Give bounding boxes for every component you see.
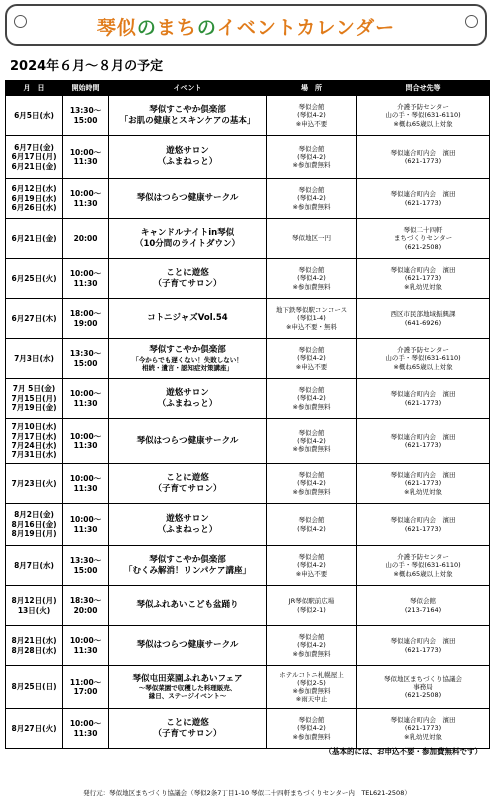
place-line: (琴似4-2) [297, 524, 326, 533]
date-line: 6月25日(火) [11, 273, 57, 283]
event-line: コトニジャズVol.54 [147, 313, 228, 324]
place-line: (琴似4-2) [297, 641, 326, 650]
cell-time [63, 504, 109, 546]
col-date: 月 日 [6, 81, 63, 96]
event-line: 「むくみ解消！リンパケア講座」 [124, 565, 251, 576]
place-line: 琴似会館 [298, 103, 325, 112]
cell-place [267, 504, 357, 546]
time-line: 11:30 [73, 483, 98, 493]
contact-line: (621-1773) [404, 724, 442, 733]
place-line: ※申込不要・無料 [286, 322, 337, 331]
cell-event [109, 504, 267, 546]
event-line: キャンドルナイトin琴似 [140, 227, 235, 238]
cell-date [6, 136, 63, 179]
time-line: 19:00 [73, 318, 98, 328]
cell-time [63, 136, 109, 179]
time-line: 10:00～ [69, 636, 102, 646]
event-line: 「お肌の健康とスキンケアの基本」 [119, 115, 256, 126]
cell-date [6, 96, 63, 136]
schedule-period: 2024年６月～８月の予定 [10, 59, 164, 74]
cell-place [267, 219, 357, 259]
cell-event [109, 666, 267, 709]
event-line: 遊悠サロン [166, 146, 209, 157]
date-line: 7月10日(水) [11, 422, 57, 432]
cell-date [6, 179, 63, 219]
cell-contact [357, 96, 490, 136]
cell-date [6, 546, 63, 586]
contact-line: (641-6926) [404, 318, 442, 327]
time-line: 11:30 [73, 524, 98, 534]
event-line: （ふまねっと） [157, 398, 218, 409]
time-line: 15:00 [73, 358, 98, 368]
contact-line: 山の手・琴似(631-6110) [385, 354, 461, 363]
cell-date [6, 219, 63, 259]
event-line: 「今からでも遅くない！失敗しない！ [132, 355, 243, 364]
place-line: ※参加費無料 [292, 649, 331, 658]
event-line: 琴似すこやか倶楽部 [149, 554, 226, 565]
date-line: 7月3日(水) [14, 353, 54, 363]
place-line: ※参加費無料 [292, 445, 331, 454]
contact-line: 西区市民部地域振興課 [390, 310, 456, 319]
table-row [6, 709, 490, 749]
cell-date [6, 666, 63, 709]
cell-event [109, 546, 267, 586]
cell-contact [357, 339, 490, 379]
cell-place [267, 259, 357, 299]
time-line: 10:00～ [69, 147, 102, 157]
place-line: 地下鉄琴似駅コンコース [275, 306, 348, 315]
table-row [6, 379, 490, 419]
place-line: ※申込不要 [295, 119, 328, 128]
place-line: ※参加費無料 [292, 402, 331, 411]
time-line: 13:30～ [69, 349, 102, 359]
cell-place [267, 339, 357, 379]
contact-line: 琴似地区まちづくり協議会 [384, 674, 462, 683]
cell-contact [357, 179, 490, 219]
contact-line: ※乳幼児対象 [404, 732, 442, 741]
event-line: 琴似はつらつ健康サークル [136, 640, 239, 651]
table-row [6, 419, 490, 464]
cell-contact [357, 136, 490, 179]
date-line: 6月19日(水) [11, 193, 57, 203]
cell-date [6, 419, 63, 464]
cell-contact [357, 259, 490, 299]
cell-date [6, 299, 63, 339]
time-line: 17:00 [73, 687, 98, 696]
contact-line: 琴似連合町内会 濱田 [390, 390, 456, 399]
col-place: 場 所 [267, 81, 357, 96]
place-line: (琴似4-2) [297, 194, 326, 203]
time-line: 13:30～ [69, 556, 102, 566]
contact-line: 琴似会館 [410, 597, 436, 606]
place-line: (琴似4-2) [297, 274, 326, 283]
date-line: 7月19日(金) [11, 403, 57, 413]
cell-date [6, 259, 63, 299]
cell-contact [357, 666, 490, 709]
table-row [6, 666, 490, 709]
title-banner [5, 4, 487, 46]
contact-line: 琴似連合町内会 濱田 [390, 432, 456, 441]
cell-time [63, 546, 109, 586]
event-line: 相続・遺言・認知症対策講座」 [142, 363, 233, 372]
time-line: 11:30 [73, 198, 98, 208]
cell-event [109, 136, 267, 179]
cell-contact [357, 709, 490, 749]
event-line: ことに遊悠 [166, 267, 209, 278]
table-row [6, 179, 490, 219]
cell-event [109, 179, 267, 219]
cell-time [63, 464, 109, 504]
date-line: 7月23日(火) [11, 478, 57, 488]
table-row [6, 626, 490, 666]
cell-place [267, 626, 357, 666]
cell-date [6, 379, 63, 419]
place-line: (琴似2-1) [297, 605, 326, 614]
cell-contact [357, 626, 490, 666]
time-line: 11:30 [73, 278, 98, 288]
cell-event [109, 96, 267, 136]
date-line: 6月12日(水) [11, 184, 57, 194]
col-contact: 問合せ先等 [357, 81, 490, 96]
place-line: ※雨天中止 [295, 695, 328, 704]
date-line: 8月27日(火) [11, 723, 57, 733]
event-line: （子育てサロン） [153, 728, 222, 739]
cell-event [109, 339, 267, 379]
place-line: ホテルコトニ札幌屋上 [279, 670, 344, 679]
table-row [6, 136, 490, 179]
contact-line: 琴似連合町内会 濱田 [390, 148, 456, 157]
cell-time [63, 626, 109, 666]
time-line: 20:00 [73, 233, 98, 243]
time-line: 10:00～ [69, 389, 102, 399]
date-line: 8月19日(月) [11, 529, 57, 539]
cell-date [6, 339, 63, 379]
cell-contact [357, 504, 490, 546]
cell-date [6, 586, 63, 626]
contact-line: 事務局 [413, 682, 433, 691]
contact-line: 介護予防センター [397, 103, 449, 112]
time-line: 11:30 [73, 728, 98, 738]
cell-contact [357, 299, 490, 339]
cell-event [109, 709, 267, 749]
contact-line: 琴似連合町内会 濱田 [390, 190, 456, 199]
publisher-footer: 発行元：琴似地区まちづくり協議会（琴似2条7丁目1-10 琴似二十四軒まちづくりセンター内 TEL621-2508） [83, 789, 411, 797]
cell-place [267, 464, 357, 504]
cell-contact [357, 586, 490, 626]
cell-time [63, 259, 109, 299]
event-line: 縁日、ステージイベント～ [148, 692, 227, 701]
event-line: （子育てサロン） [153, 278, 222, 289]
contact-line: (213-7164) [404, 605, 442, 614]
time-line: 10:00～ [69, 515, 102, 525]
time-line: 15:00 [73, 115, 98, 125]
event-line: （ふまねっと） [157, 524, 218, 535]
place-line: 琴似会館 [298, 428, 325, 437]
cell-time [63, 379, 109, 419]
cell-place [267, 546, 357, 586]
contact-line: (621-1773) [404, 398, 442, 407]
place-line: (琴似1-4) [297, 314, 326, 323]
cell-event [109, 259, 267, 299]
contact-line: (621-2508) [404, 242, 442, 251]
date-line: 8月2日(金) [14, 510, 54, 520]
contact-line: 山の手・琴似(631-6110) [385, 561, 461, 570]
cell-time [63, 709, 109, 749]
page-title: 琴似のまちのイベントカレンダー [96, 17, 396, 39]
time-line: 15:00 [73, 565, 98, 575]
place-line: ※参加費無料 [292, 202, 331, 211]
place-line: 琴似会館 [298, 716, 325, 725]
date-line: 8月25日(日) [11, 682, 57, 692]
place-line: ※申込不要 [295, 362, 328, 371]
event-line: ことに遊悠 [166, 717, 209, 728]
event-line: ～琴似菜園で収穫した料理販売、 [138, 684, 237, 693]
place-line: 琴似会館 [298, 186, 325, 195]
cell-date [6, 709, 63, 749]
contact-line: (621-2508) [404, 691, 442, 700]
place-line: 琴似会館 [298, 516, 325, 525]
place-line: 琴似会館 [298, 471, 325, 480]
contact-line: 琴似連合町内会 濱田 [390, 471, 456, 480]
col-event: イベント [109, 81, 267, 96]
table-row [6, 299, 490, 339]
date-line: 6月17日(月) [11, 152, 57, 162]
contact-line: (621-1773) [404, 157, 442, 165]
place-line: (琴似4-2) [297, 394, 326, 403]
place-line: (琴似4-2) [297, 111, 326, 120]
cell-place [267, 136, 357, 179]
time-line: 10:00～ [69, 189, 102, 199]
table-row [6, 219, 490, 259]
time-line: 11:30 [73, 441, 98, 450]
date-line: 8月16日(金) [11, 519, 57, 529]
date-line: 8月21日(水) [11, 636, 57, 646]
event-line: 琴似すこやか倶楽部 [149, 104, 226, 115]
contact-line: ※概ね65歳以上対象 [393, 119, 453, 128]
event-line: 遊悠サロン [166, 513, 209, 524]
contact-line: ※概ね65歳以上対象 [393, 362, 453, 371]
cell-time [63, 339, 109, 379]
event-line: 琴似はつらつ健康サークル [136, 193, 239, 204]
contact-line: まちづくりセンター [393, 234, 453, 243]
contact-line: 介護予防センター [397, 346, 449, 355]
time-line: 11:30 [73, 398, 98, 408]
time-line: 10:00～ [69, 269, 102, 279]
event-line: （子育てサロン） [153, 483, 222, 494]
place-line: 琴似会館 [298, 266, 325, 275]
time-line: 10:00～ [69, 719, 102, 729]
cell-contact [357, 379, 490, 419]
contact-line: ※概ね65歳以上対象 [393, 569, 453, 578]
cell-date [6, 626, 63, 666]
contact-line: (621-1773) [404, 441, 442, 449]
cell-date [6, 504, 63, 546]
cell-event [109, 299, 267, 339]
cell-place [267, 179, 357, 219]
place-line: (琴似4-2) [297, 354, 326, 363]
event-line: 琴似はつらつ健康サークル [136, 435, 239, 446]
contact-line: (621-1773) [404, 645, 442, 654]
contact-line: 琴似連合町内会 濱田 [390, 516, 456, 525]
place-line: (琴似4-2) [297, 436, 326, 445]
event-line: 琴似屯田菜園ふれあいフェア [132, 673, 243, 684]
cell-place [267, 419, 357, 464]
cell-place [267, 666, 357, 709]
cell-contact [357, 419, 490, 464]
place-line: 琴似地区一円 [292, 234, 331, 243]
event-line: 遊悠サロン [166, 387, 209, 398]
place-line: (琴似4-2) [297, 479, 326, 488]
place-line: JR琴似駅前広場 [288, 597, 335, 606]
cell-time [63, 299, 109, 339]
contact-line: ※乳幼児対象 [404, 282, 442, 291]
date-line: 6月21日(金) [11, 233, 57, 243]
date-line: 8月12日(月) [11, 596, 57, 606]
cell-place [267, 586, 357, 626]
time-line: 13:30～ [69, 106, 102, 116]
date-line: 13日(火) [17, 605, 51, 615]
contact-line: (621-1773) [404, 479, 442, 488]
date-line: 6月7日(金) [14, 142, 54, 152]
table-row [6, 504, 490, 546]
place-line: 琴似会館 [298, 633, 325, 642]
cell-event [109, 379, 267, 419]
time-line: 18:30～ [69, 596, 102, 606]
place-line: ※参加費無料 [292, 282, 331, 291]
date-line: 7月24日(水) [11, 441, 57, 450]
table-row [6, 546, 490, 586]
table-row [6, 96, 490, 136]
contact-line: 琴似連合町内会 濱田 [390, 637, 456, 646]
cell-time [63, 419, 109, 464]
time-line: 10:00～ [69, 431, 102, 441]
table-row [6, 586, 490, 626]
date-line: 8月7日(水) [14, 560, 54, 570]
table-header-row [6, 81, 490, 96]
date-line: 6月21日(金) [11, 161, 57, 171]
place-line: (琴似4-2) [297, 561, 326, 570]
table-row [6, 464, 490, 504]
place-line: ※参加費無料 [292, 161, 331, 170]
place-line: 琴似会館 [298, 144, 325, 153]
cell-event [109, 219, 267, 259]
table-row [6, 339, 490, 379]
place-line: 琴似会館 [298, 553, 325, 562]
footnote: （基本的には、お申込不要・参加費無料です） [324, 747, 482, 756]
cell-contact [357, 219, 490, 259]
date-line: 6月27日(木) [11, 313, 57, 323]
cell-contact [357, 464, 490, 504]
cell-place [267, 299, 357, 339]
time-line: 10:00～ [69, 474, 102, 484]
date-line: 7月31日(水) [11, 450, 57, 460]
date-line: 6月26日(水) [11, 203, 57, 213]
cell-event [109, 464, 267, 504]
cell-time [63, 179, 109, 219]
col-time: 開始時間 [63, 81, 109, 96]
cell-date [6, 464, 63, 504]
contact-line: 介護予防センター [397, 553, 449, 562]
contact-line: 山の手・琴似(631-6110) [385, 111, 461, 120]
time-line: 11:30 [73, 157, 98, 166]
cell-time [63, 219, 109, 259]
place-line: ※参加費無料 [292, 732, 331, 741]
place-line: 琴似会館 [298, 346, 325, 355]
event-line: ことに遊悠 [166, 472, 209, 483]
event-line: （ふまねっと） [157, 157, 218, 167]
date-line: 6月5日(水) [14, 110, 54, 120]
place-line: (琴似4-2) [297, 724, 326, 733]
place-line: (琴似2-5) [297, 678, 326, 687]
table-row [6, 259, 490, 299]
contact-line: ※乳幼児対象 [404, 487, 442, 496]
contact-line: (621-1773) [404, 198, 442, 207]
event-line: （10分間のライトダウン） [134, 238, 241, 249]
cell-event [109, 419, 267, 464]
event-line: 琴似すこやか倶楽部 [149, 345, 226, 356]
time-line: 20:00 [73, 605, 98, 615]
place-line: (琴似4-2) [297, 152, 326, 161]
place-line: ※申込不要 [295, 569, 328, 578]
date-line: 7月15日(月) [11, 393, 57, 403]
place-line: 琴似会館 [298, 386, 325, 395]
contact-line: 琴似二十四軒 [403, 226, 443, 235]
cell-time [63, 96, 109, 136]
time-line: 11:00～ [69, 677, 102, 687]
date-line: 7月17日(水) [11, 431, 57, 441]
cell-contact [357, 546, 490, 586]
time-line: 18:00～ [69, 309, 102, 319]
contact-line: (621-1773) [404, 274, 442, 283]
date-line: 7月 5日(金) [12, 384, 56, 394]
cell-event [109, 626, 267, 666]
date-line: 8月28日(水) [11, 645, 57, 655]
contact-line: (621-1773) [404, 524, 442, 533]
contact-line: 琴似連合町内会 濱田 [390, 716, 456, 725]
time-line: 11:30 [73, 645, 98, 655]
contact-line: 琴似連合町内会 濱田 [390, 266, 456, 275]
cell-time [63, 586, 109, 626]
cell-time [63, 666, 109, 709]
cell-place [267, 96, 357, 136]
event-table [5, 80, 490, 749]
place-line: ※参加費無料 [292, 687, 331, 695]
cell-place [267, 379, 357, 419]
cell-place [267, 709, 357, 749]
event-line: 琴似ふれあいこども盆踊り [136, 600, 239, 611]
place-line: ※参加費無料 [292, 487, 331, 496]
cell-event [109, 586, 267, 626]
